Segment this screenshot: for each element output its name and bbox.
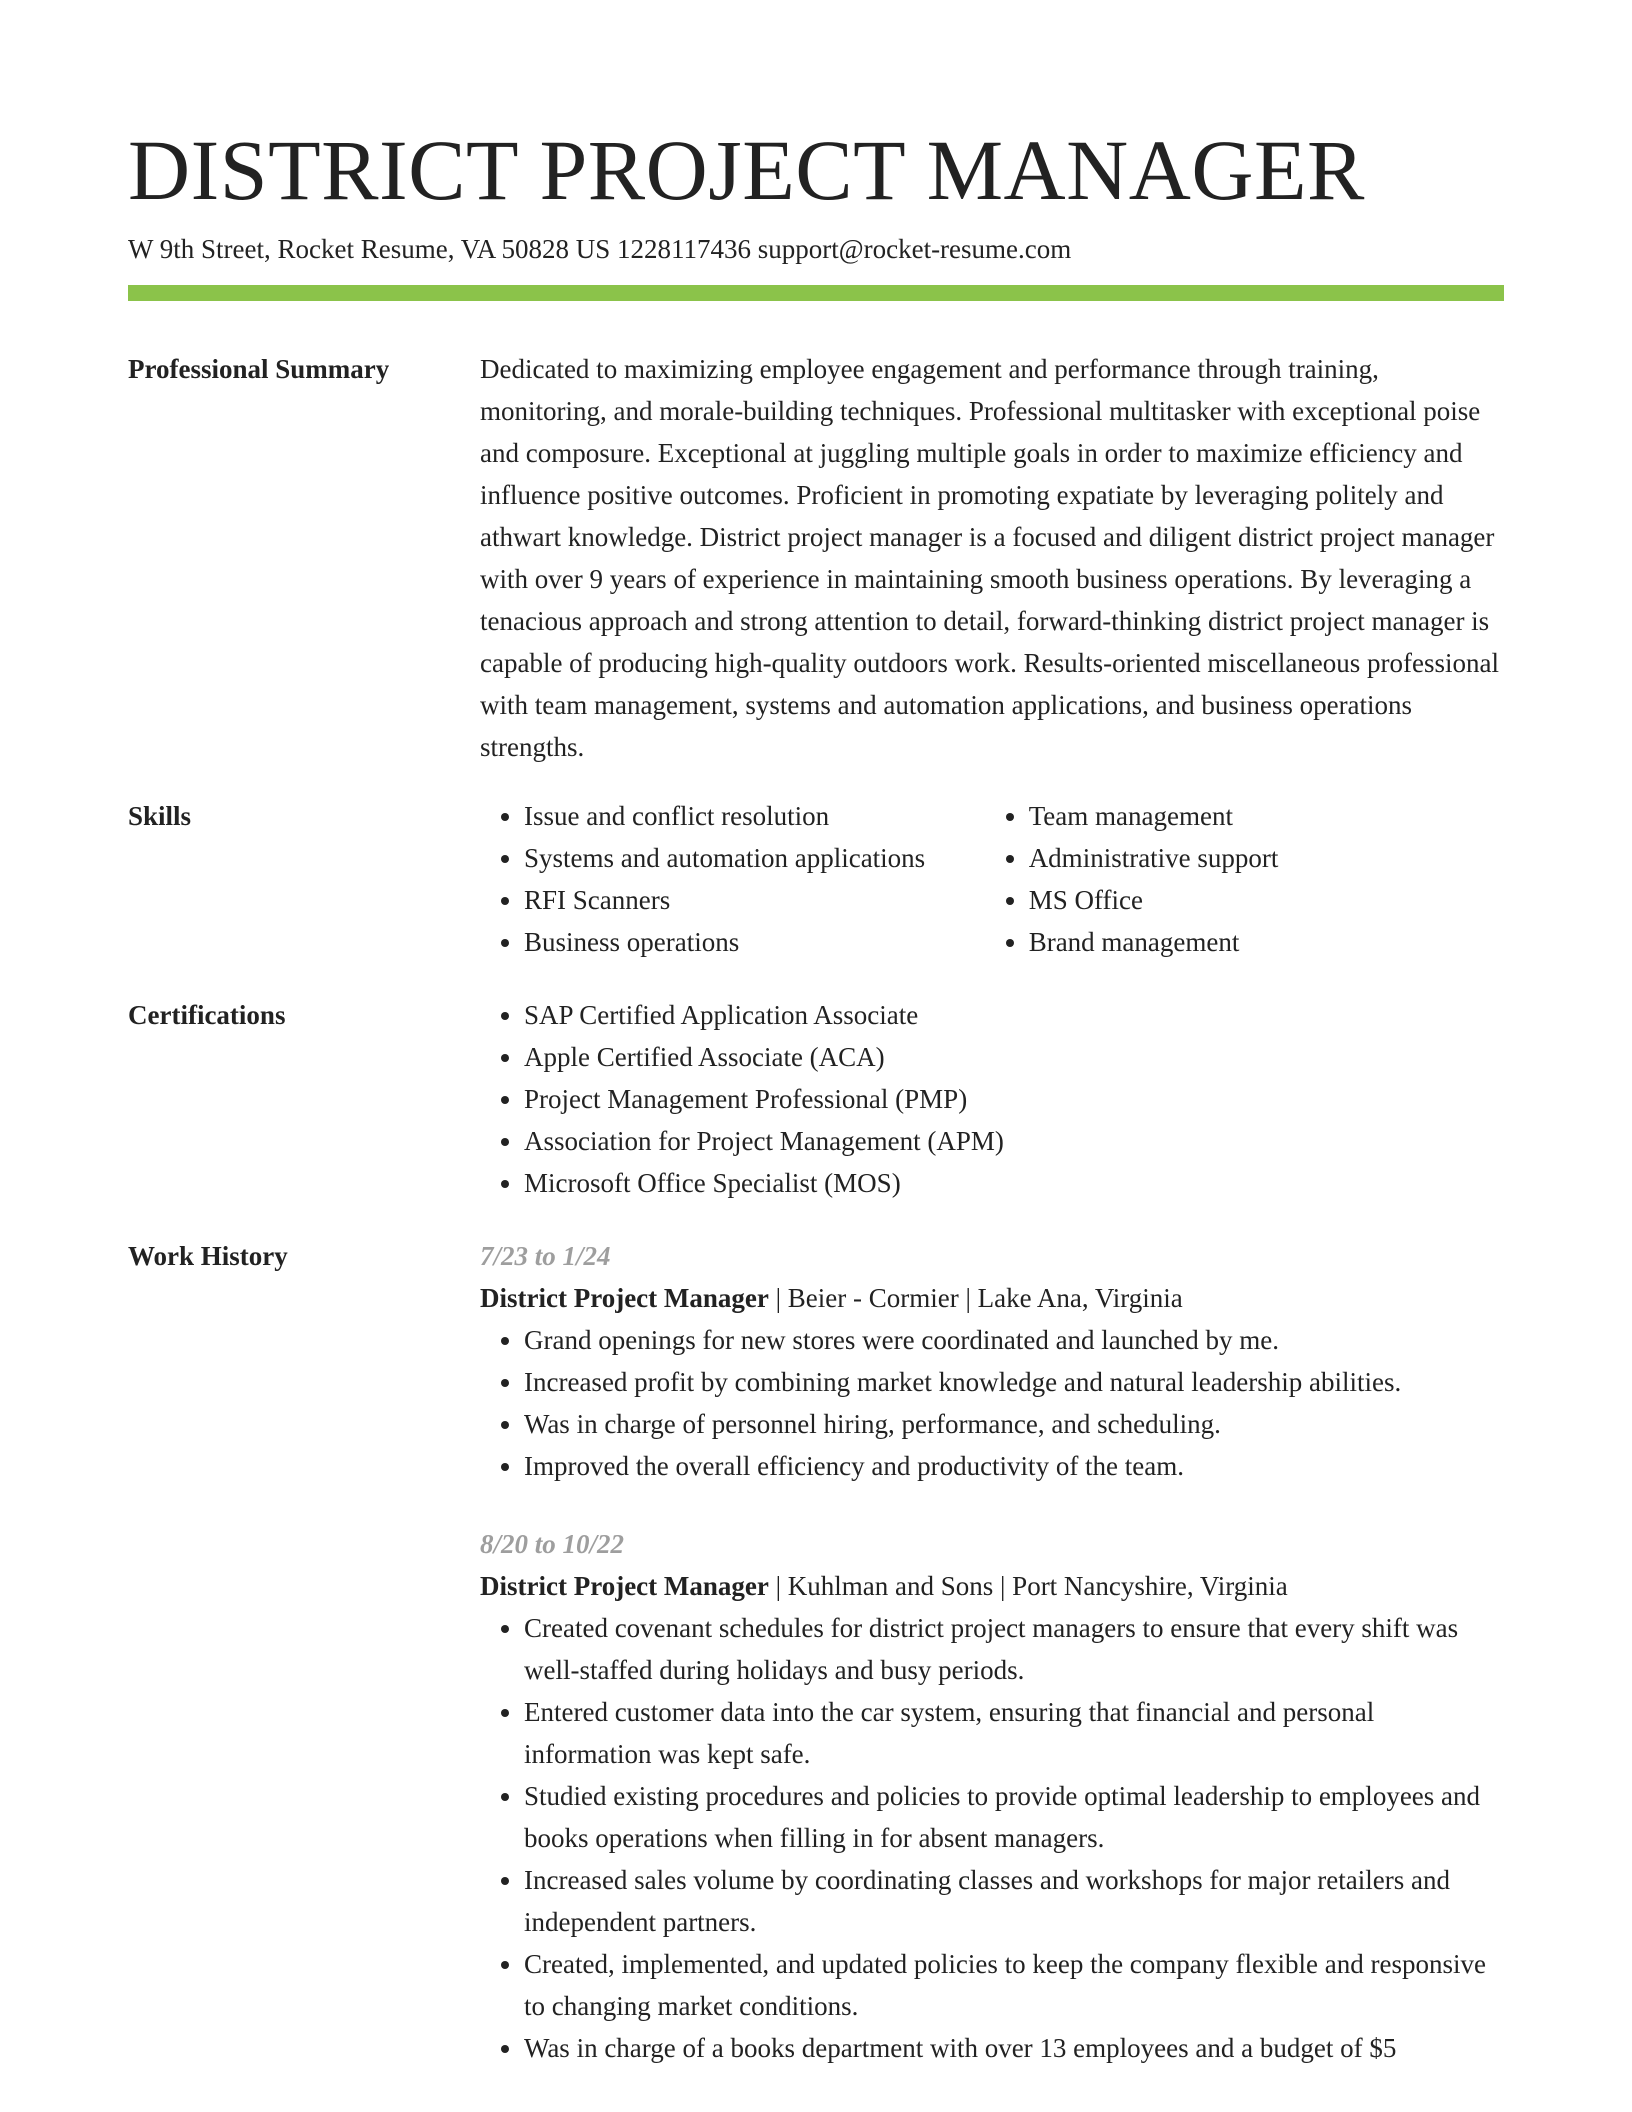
skill-item: • Issue and conflict resolution	[524, 795, 985, 837]
job-bullet: • Created covenant schedules for district project managers to ensure that every shift was well-staffed during holidays and busy periods.	[524, 1607, 1504, 1691]
section-label-certifications: Certifications	[128, 1000, 286, 1030]
skill-item: • Systems and automation applications	[524, 837, 985, 879]
skills-list	[480, 795, 1504, 963]
skill-item: • Team management	[1029, 795, 1504, 837]
certification-item: • Apple Certified Associate (ACA)	[524, 1036, 1504, 1078]
job-bullet: • Studied existing procedures and policies to provide optimal leadership to employees and books operations when filling in for absent managers.	[524, 1775, 1504, 1859]
job-dates: 8/20 to 10/22	[480, 1529, 625, 1559]
job-bullet: • Entered customer data into the car system, ensuring that financial and personal information was kept safe.	[524, 1691, 1504, 1775]
skill-item: • Brand management	[1029, 921, 1504, 963]
job-bullet: • Was in charge of personnel hiring, performance, and scheduling.	[524, 1403, 1504, 1445]
job-heading	[480, 1277, 1504, 1319]
skills-column-1	[480, 795, 985, 963]
section-label-skills: Skills	[128, 801, 192, 831]
job-entry	[480, 1523, 1504, 2069]
certification-item: • Microsoft Office Specialist (MOS)	[524, 1162, 1504, 1204]
skill-item: • Administrative support	[1029, 837, 1504, 879]
summary-body	[480, 348, 1504, 768]
job-dates: 7/23 to 1/24	[480, 1241, 611, 1271]
job-details: | Beier - Cormier | Lake Ana, Virginia	[768, 1283, 1183, 1313]
skill-item: • Business operations	[524, 921, 985, 963]
contact-line: W 9th Street, Rocket Resume, VA 50828 US 1228117436 support@rocket-resume.com	[128, 234, 1072, 264]
skills-column-2	[985, 795, 1504, 963]
job-title: District Project Manager	[480, 1571, 769, 1601]
job-bullet: • Increased profit by combining market knowledge and natural leadership abilities.	[524, 1361, 1504, 1403]
certifications-body	[480, 994, 1504, 1204]
certification-item: • Association for Project Management (APM)	[524, 1120, 1504, 1162]
section-label-summary: Professional Summary	[128, 354, 390, 384]
skill-item: • RFI Scanners	[524, 879, 985, 921]
job-bullet: • Increased sales volume by coordinating classes and workshops for major retailers and independent partners.	[524, 1859, 1504, 1943]
job-bullet: • Grand openings for new stores were coordinated and launched by me.	[524, 1319, 1504, 1361]
job-bullet: • Improved the overall efficiency and productivity of the team.	[524, 1445, 1504, 1487]
job-bullet: • Created, implemented, and updated policies to keep the company flexible and responsive to changing market conditions.	[524, 1943, 1504, 2027]
skill-item: • MS Office	[1029, 879, 1504, 921]
resume-title: DISTRICT PROJECT MANAGER	[128, 122, 1365, 218]
job-entry	[480, 1235, 1504, 1487]
summary-text: Dedicated to maximizing employee engagement and performance through training, monitoring, and morale-building techniques. Professional multitasker with exceptional poise and composure. Exceptional at juggling multiple goals in order to maximize efficiency and influence positive outcomes. Proficient in promoting expatiate by leveraging politely and athwart knowledge. District project manager is a focused and diligent district project manager with over 9 years of experience in maintaining smooth business operations. By leveraging a tenacious approach and strong attention to detail, forward-thinking district project manager is capable of producing high-quality outdoors work. Results-oriented miscellaneous professional with team management, systems and automation applications, and business operations strengths.	[480, 354, 1500, 762]
certification-item: • SAP Certified Application Associate	[524, 994, 1504, 1036]
certifications-list	[480, 994, 1504, 1204]
job-bullets	[480, 1607, 1504, 2069]
job-bullet: • Was in charge of a books department with over 13 employees and a budget of $5	[524, 2027, 1504, 2069]
certification-item: • Project Management Professional (PMP)	[524, 1078, 1504, 1120]
job-details: | Kuhlman and Sons | Port Nancyshire, Virginia	[768, 1571, 1288, 1601]
work-history-body	[480, 1235, 1504, 2069]
section-label-work-history: Work History	[128, 1241, 288, 1271]
job-bullets	[480, 1319, 1504, 1487]
job-heading	[480, 1565, 1504, 1607]
accent-divider	[128, 285, 1504, 301]
job-title: District Project Manager	[480, 1283, 769, 1313]
